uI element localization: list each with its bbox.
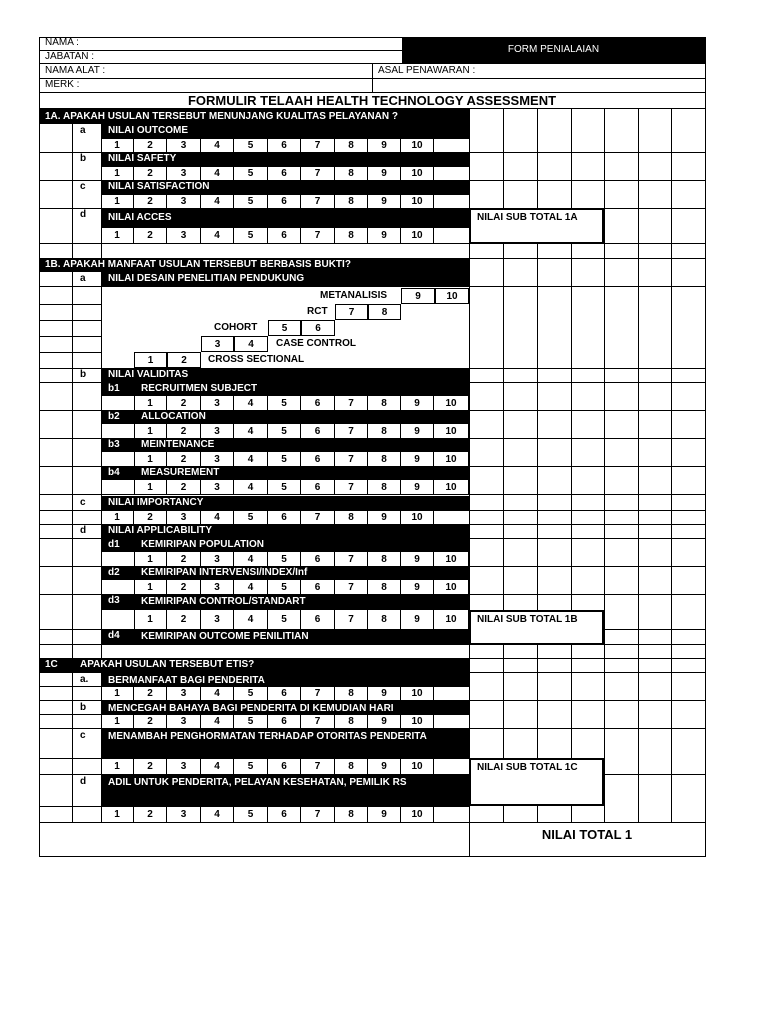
validitas-2-score-2[interactable]: 2 [167, 424, 201, 438]
case-control-score-3[interactable]: 3 [201, 336, 234, 352]
validitas-2-score-4[interactable]: 4 [234, 424, 268, 438]
item-1a-2-score-8[interactable]: 8 [335, 166, 368, 180]
applicability-3-score-1[interactable]: 1 [134, 610, 167, 629]
validitas-item-label: ALLOCATION [141, 411, 206, 422]
section-1c-code: 1C [45, 659, 58, 670]
item-1a-letter: b [80, 153, 87, 164]
item-1a-4-score-10[interactable]: 10 [401, 228, 434, 243]
item-1b-c-letter: c [80, 497, 86, 508]
row-rule [39, 336, 101, 337]
validitas-1-score-6[interactable]: 6 [301, 396, 335, 410]
grid-col-line [638, 258, 639, 658]
importancy-score-5[interactable]: 5 [234, 510, 268, 524]
col-rule [72, 208, 73, 243]
grid-col-line [604, 658, 605, 823]
cohort-score-6[interactable]: 6 [301, 320, 335, 336]
validitas-4-score-8[interactable]: 8 [368, 480, 401, 494]
col-rule [72, 728, 73, 774]
item-1a-1-score-3[interactable]: 3 [167, 138, 201, 152]
item-1a-4-score-5[interactable]: 5 [234, 228, 268, 243]
col-rule [72, 180, 73, 208]
asal-penawaran-label: ASAL PENAWARAN : [378, 65, 476, 76]
ethics-4-score-5[interactable]: 5 [234, 806, 268, 822]
item-1a-3-score-1[interactable]: 1 [101, 194, 134, 208]
metanalisis-score-9[interactable]: 9 [401, 288, 435, 304]
applicability-1-score-9[interactable]: 9 [401, 552, 434, 566]
item-1a-2-score-5[interactable]: 5 [234, 166, 268, 180]
validitas-4-score-5[interactable]: 5 [268, 480, 301, 494]
ethics-1-score-1[interactable]: 1 [101, 686, 134, 700]
applicability-3-score-3[interactable]: 3 [201, 610, 234, 629]
row-rule [101, 194, 469, 195]
ethics-letter: c [80, 730, 86, 741]
ethics-2-score-6[interactable]: 6 [268, 714, 301, 728]
applicability-item-label: KEMIRIPAN INTERVENSI/INDEX/Inf [141, 567, 308, 578]
applicability-1-score-4[interactable]: 4 [234, 552, 268, 566]
col-rule [72, 774, 73, 822]
item-1a-1-score-1[interactable]: 1 [101, 138, 134, 152]
ethics-3-score-9[interactable]: 9 [368, 758, 401, 774]
ethics-2-score-9[interactable]: 9 [368, 714, 401, 728]
item-1a-4-score-2[interactable]: 2 [134, 228, 167, 243]
col-rule [72, 524, 73, 658]
nama-alat-label: NAMA ALAT : [45, 65, 106, 76]
validitas-1-score-9[interactable]: 9 [401, 396, 434, 410]
validitas-4-score-1[interactable]: 1 [134, 480, 167, 494]
applicability-1-score-2[interactable]: 2 [167, 552, 201, 566]
applicability-1-score-3[interactable]: 3 [201, 552, 234, 566]
item-1a-2-score-9[interactable]: 9 [368, 166, 401, 180]
applicability-item-label: KEMIRIPAN POPULATION [141, 539, 264, 550]
ethics-4-score-2[interactable]: 2 [134, 806, 167, 822]
item-1a-letter: c [80, 181, 86, 192]
validitas-3-score-1[interactable]: 1 [134, 452, 167, 466]
item-1a-4-score-9[interactable]: 9 [368, 228, 401, 243]
subtotal-1b-label: NILAI SUB TOTAL 1B [477, 614, 578, 625]
ethics-1-score-7[interactable]: 7 [301, 686, 335, 700]
validitas-2-score-6[interactable]: 6 [301, 424, 335, 438]
ethics-2-score-2[interactable]: 2 [134, 714, 167, 728]
cohort-score-5[interactable]: 5 [268, 320, 301, 336]
d4-label: KEMIRIPAN OUTCOME PENILITIAN [141, 630, 309, 642]
rct-label: RCT [307, 306, 328, 317]
validitas-code: b4 [108, 467, 120, 478]
row-rule [39, 286, 705, 287]
row-rule [39, 494, 705, 495]
row-rule [101, 138, 469, 139]
validitas-3-score-8[interactable]: 8 [368, 452, 401, 466]
d4-code: d4 [108, 630, 120, 641]
ethics-1-score-9[interactable]: 9 [368, 686, 401, 700]
validitas-4-score-3[interactable]: 3 [201, 480, 234, 494]
ethics-label: MENCEGAH BAHAYA BAGI PENDERITA DI KEMUDIAN HARI [108, 703, 394, 714]
ethics-4-score-9[interactable]: 9 [368, 806, 401, 822]
applicability-2-score-3[interactable]: 3 [201, 580, 234, 594]
col-rule [72, 152, 73, 180]
item-1a-2-score-4[interactable]: 4 [201, 166, 234, 180]
item-1a-label: NILAI OUTCOME [108, 125, 188, 136]
rct-score-7[interactable]: 7 [335, 304, 368, 320]
col-rule [72, 243, 73, 258]
validitas-2-score-10[interactable]: 10 [434, 424, 469, 438]
item-1a-3-score-6[interactable]: 6 [268, 194, 301, 208]
validitas-3-score-7[interactable]: 7 [335, 452, 368, 466]
total-label: NILAI TOTAL 1 [541, 827, 633, 842]
ethics-3-score-2[interactable]: 2 [134, 758, 167, 774]
item-1b-d-letter: d [80, 525, 87, 536]
validitas-code: b3 [108, 439, 120, 450]
item-1a-4-score-3[interactable]: 3 [167, 228, 201, 243]
header-divider [372, 63, 373, 92]
row-rule [39, 510, 705, 511]
ethics-label: ADIL UNTUK PENDERITA, PELAYAN KESEHATAN, PEMILIK RS [108, 777, 407, 788]
ethics-2-score-10[interactable]: 10 [401, 714, 434, 728]
ethics-3-score-4[interactable]: 4 [201, 758, 234, 774]
applicability-3-score-10[interactable]: 10 [434, 610, 469, 629]
ethics-letter: d [80, 776, 87, 787]
row-rule [39, 352, 101, 353]
ethics-2-score-5[interactable]: 5 [234, 714, 268, 728]
validitas-1-score-5[interactable]: 5 [268, 396, 301, 410]
applicability-2-score-6[interactable]: 6 [301, 580, 335, 594]
validitas-3-score-10[interactable]: 10 [434, 452, 469, 466]
applicability-2-score-9[interactable]: 9 [401, 580, 434, 594]
validitas-3-score-4[interactable]: 4 [234, 452, 268, 466]
metanalisis-score-10[interactable]: 10 [435, 288, 469, 304]
row-rule [39, 304, 101, 305]
merk-label: MERK : [45, 79, 80, 90]
formulir-title: FORMULIR TELAAH HEALTH TECHNOLOGY ASSESSMENT [187, 93, 557, 108]
ethics-4-score-6[interactable]: 6 [268, 806, 301, 822]
item-1a-3-score-5[interactable]: 5 [234, 194, 268, 208]
ethics-2-score-4[interactable]: 4 [201, 714, 234, 728]
item-1a-label: NILAI SATISFACTION [108, 181, 210, 192]
applicability-code: d1 [108, 539, 120, 550]
item-1a-1-score-5[interactable]: 5 [234, 138, 268, 152]
validitas-4-score-7[interactable]: 7 [335, 480, 368, 494]
ethics-3-score-7[interactable]: 7 [301, 758, 335, 774]
importancy-score-10[interactable]: 10 [401, 510, 434, 524]
item-1a-letter: a [80, 125, 86, 136]
validitas-label: NILAI VALIDITAS [108, 369, 189, 380]
row-rule [39, 672, 705, 673]
ethics-3-score-5[interactable]: 5 [234, 758, 268, 774]
item-1a-3-score-9[interactable]: 9 [368, 194, 401, 208]
validitas-code: b2 [108, 411, 120, 422]
item-1a-label: NILAI ACCES [108, 212, 172, 223]
section-1b-heading: 1B. APAKAH MANFAAT USULAN TERSEBUT BERBASIS BUKTI? [45, 259, 351, 270]
item-1a-3-score-3[interactable]: 3 [167, 194, 201, 208]
applicability-2-score-8[interactable]: 8 [368, 580, 401, 594]
validitas-code: b1 [108, 383, 120, 394]
ethics-2-score-8[interactable]: 8 [335, 714, 368, 728]
applicability-3-score-2[interactable]: 2 [167, 610, 201, 629]
item-1a-3-score-8[interactable]: 8 [335, 194, 368, 208]
jabatan-label: JABATAN : [45, 51, 95, 62]
ethics-1-score-4[interactable]: 4 [201, 686, 234, 700]
cross-sectional-label: CROSS SECTIONAL [208, 354, 305, 365]
validitas-3-score-5[interactable]: 5 [268, 452, 301, 466]
applicability-1-score-7[interactable]: 7 [335, 552, 368, 566]
validitas-1-score-2[interactable]: 2 [167, 396, 201, 410]
applicability-3-score-4[interactable]: 4 [234, 610, 268, 629]
subtotal-1a-label: NILAI SUB TOTAL 1A [477, 212, 578, 223]
row-rule [39, 686, 469, 687]
item-1a-2-score-3[interactable]: 3 [167, 166, 201, 180]
item-1a-2-score-1[interactable]: 1 [101, 166, 134, 180]
item-1a-2-score-7[interactable]: 7 [301, 166, 335, 180]
item-1a-3-score-10[interactable]: 10 [401, 194, 434, 208]
item-1a-1-score-4[interactable]: 4 [201, 138, 234, 152]
item-1a-2-score-2[interactable]: 2 [134, 166, 167, 180]
importancy-label: NILAI IMPORTANCY [108, 497, 204, 508]
row-rule [39, 758, 469, 759]
validitas-4-score-4[interactable]: 4 [234, 480, 268, 494]
item-1a-4-score-7[interactable]: 7 [301, 228, 335, 243]
grid-col-line [503, 258, 504, 658]
item-1a-1-score-9[interactable]: 9 [368, 138, 401, 152]
importancy-score-9[interactable]: 9 [368, 510, 401, 524]
rct-score-8[interactable]: 8 [368, 304, 401, 320]
ethics-1-score-8[interactable]: 8 [335, 686, 368, 700]
item-1a-1-score-6[interactable]: 6 [268, 138, 301, 152]
ethics-4-score-1[interactable]: 1 [101, 806, 134, 822]
item-1b-a-letter: a [80, 273, 86, 284]
applicability-3-score-9[interactable]: 9 [401, 610, 434, 629]
col-rule [72, 124, 73, 152]
validitas-1-score-1[interactable]: 1 [134, 396, 167, 410]
item-1b-b-letter: b [80, 369, 87, 380]
importancy-score-3[interactable]: 3 [167, 510, 201, 524]
grid-col-line [671, 658, 672, 823]
applicability-label: NILAI APPLICABILITY [108, 525, 213, 536]
validitas-2-score-1[interactable]: 1 [134, 424, 167, 438]
validitas-2-score-3[interactable]: 3 [201, 424, 234, 438]
cohort-label: COHORT [214, 322, 258, 333]
ethics-1-score-5[interactable]: 5 [234, 686, 268, 700]
ethics-3-score-3[interactable]: 3 [167, 758, 201, 774]
validitas-2-score-7[interactable]: 7 [335, 424, 368, 438]
row-rule [39, 243, 705, 244]
ethics-4-score-10[interactable]: 10 [401, 806, 434, 822]
validitas-item-label: MEASUREMENT [141, 467, 220, 478]
ethics-label: BERMANFAAT BAGI PENDERITA [108, 675, 265, 686]
ethics-3-score-6[interactable]: 6 [268, 758, 301, 774]
applicability-3-score-8[interactable]: 8 [368, 610, 401, 629]
row-rule [101, 166, 469, 167]
applicability-2-score-1[interactable]: 1 [134, 580, 167, 594]
grid-col-line [638, 109, 639, 258]
validitas-item-label: MEINTENANCE [141, 439, 215, 450]
applicability-2-score-10[interactable]: 10 [434, 580, 469, 594]
validitas-2-score-8[interactable]: 8 [368, 424, 401, 438]
validitas-1-score-10[interactable]: 10 [434, 396, 469, 410]
ethics-3-score-8[interactable]: 8 [335, 758, 368, 774]
item-1a-1-score-8[interactable]: 8 [335, 138, 368, 152]
col-rule [469, 286, 470, 368]
applicability-code: d2 [108, 567, 120, 578]
ethics-2-score-1[interactable]: 1 [101, 714, 134, 728]
item-1a-1-score-10[interactable]: 10 [401, 138, 434, 152]
item-1a-1-score-7[interactable]: 7 [301, 138, 335, 152]
applicability-3-score-6[interactable]: 6 [301, 610, 335, 629]
validitas-3-score-9[interactable]: 9 [401, 452, 434, 466]
applicability-2-score-5[interactable]: 5 [268, 580, 301, 594]
col-rule [72, 368, 73, 496]
ethics-3-score-10[interactable]: 10 [401, 758, 434, 774]
ethics-4-score-3[interactable]: 3 [167, 806, 201, 822]
validitas-4-score-10[interactable]: 10 [434, 480, 469, 494]
importancy-score-6[interactable]: 6 [268, 510, 301, 524]
section-1a-heading: 1A. APAKAH USULAN TERSEBUT MENUNJANG KUALITAS PELAYANAN ? [45, 110, 398, 122]
validitas-4-score-6[interactable]: 6 [301, 480, 335, 494]
ethics-letter: b [80, 702, 87, 713]
ethics-1-score-2[interactable]: 2 [134, 686, 167, 700]
validitas-3-score-2[interactable]: 2 [167, 452, 201, 466]
applicability-3-score-5[interactable]: 5 [268, 610, 301, 629]
importancy-score-2[interactable]: 2 [134, 510, 167, 524]
ethics-4-score-8[interactable]: 8 [335, 806, 368, 822]
validitas-2-score-9[interactable]: 9 [401, 424, 434, 438]
subtotal-1c-label: NILAI SUB TOTAL 1C [477, 762, 578, 773]
applicability-1-score-5[interactable]: 5 [268, 552, 301, 566]
metanalisis-label: METANALISIS [320, 290, 388, 301]
section-1c-heading: APAKAH USULAN TERSEBUT ETIS? [80, 659, 255, 670]
applicability-2-score-2[interactable]: 2 [167, 580, 201, 594]
item-1a-3-score-7[interactable]: 7 [301, 194, 335, 208]
design-label: NILAI DESAIN PENELITIAN PENDUKUNG [108, 273, 305, 284]
item-1a-2-score-10[interactable]: 10 [401, 166, 434, 180]
row-rule [39, 806, 469, 807]
validitas-1-score-7[interactable]: 7 [335, 396, 368, 410]
grid-col-line [571, 258, 572, 658]
item-1a-label: NILAI SAFETY [108, 153, 177, 164]
validitas-1-score-8[interactable]: 8 [368, 396, 401, 410]
row-rule [39, 822, 705, 823]
importancy-score-8[interactable]: 8 [335, 510, 368, 524]
importancy-score-4[interactable]: 4 [201, 510, 234, 524]
applicability-1-score-8[interactable]: 8 [368, 552, 401, 566]
item-1a-letter: d [80, 209, 87, 220]
grid-col-line [537, 258, 538, 658]
item-1a-4-score-6[interactable]: 6 [268, 228, 301, 243]
applicability-item-label: KEMIRIPAN CONTROL/STANDART [141, 596, 306, 607]
ethics-label: MENAMBAH PENGHORMATAN TERHADAP OTORITAS PENDERITA [108, 731, 427, 742]
cross-sectional-score-1[interactable]: 1 [134, 352, 167, 368]
ethics-4-score-7[interactable]: 7 [301, 806, 335, 822]
item-1a-1-score-2[interactable]: 2 [134, 138, 167, 152]
ethics-1-score-10[interactable]: 10 [401, 686, 434, 700]
applicability-1-score-6[interactable]: 6 [301, 552, 335, 566]
validitas-4-score-2[interactable]: 2 [167, 480, 201, 494]
item-1a-3-score-4[interactable]: 4 [201, 194, 234, 208]
ethics-2-score-7[interactable]: 7 [301, 714, 335, 728]
col-rule [101, 243, 102, 258]
case-control-label: CASE CONTROL [276, 338, 356, 349]
row-rule [39, 320, 101, 321]
ethics-4-score-4[interactable]: 4 [201, 806, 234, 822]
validitas-4-score-9[interactable]: 9 [401, 480, 434, 494]
applicability-2-score-4[interactable]: 4 [234, 580, 268, 594]
item-1a-4-score-4[interactable]: 4 [201, 228, 234, 243]
item-1a-2-score-6[interactable]: 6 [268, 166, 301, 180]
row-rule [39, 714, 469, 715]
validitas-3-score-3[interactable]: 3 [201, 452, 234, 466]
importancy-score-1[interactable]: 1 [101, 510, 134, 524]
grid-col-line [671, 109, 672, 258]
grid-col-line [604, 258, 605, 658]
grid-col-line [638, 658, 639, 823]
applicability-1-score-10[interactable]: 10 [434, 552, 469, 566]
ethics-3-score-1[interactable]: 1 [101, 758, 134, 774]
importancy-score-7[interactable]: 7 [301, 510, 335, 524]
applicability-3-score-7[interactable]: 7 [335, 610, 368, 629]
case-control-score-4[interactable]: 4 [234, 336, 268, 352]
item-1a-4-score-8[interactable]: 8 [335, 228, 368, 243]
validitas-item-label: RECRUITMEN SUBJECT [141, 383, 258, 394]
cross-sectional-score-2[interactable]: 2 [167, 352, 201, 368]
ethics-2-score-3[interactable]: 3 [167, 714, 201, 728]
validitas-1-score-3[interactable]: 3 [201, 396, 234, 410]
validitas-3-score-6[interactable]: 6 [301, 452, 335, 466]
ethics-letter: a. [80, 674, 89, 685]
ethics-1-score-6[interactable]: 6 [268, 686, 301, 700]
applicability-1-score-1[interactable]: 1 [134, 552, 167, 566]
validitas-1-score-4[interactable]: 4 [234, 396, 268, 410]
row-rule [39, 644, 705, 645]
nama-label: NAMA : [45, 37, 79, 48]
ethics-1-score-3[interactable]: 3 [167, 686, 201, 700]
item-1a-4-score-1[interactable]: 1 [101, 228, 134, 243]
validitas-2-score-5[interactable]: 5 [268, 424, 301, 438]
item-1a-3-score-2[interactable]: 2 [134, 194, 167, 208]
grid-col-line [604, 109, 605, 258]
form-title: FORM PENIALAIAN [507, 44, 600, 55]
grid-col-line [671, 258, 672, 658]
applicability-code: d3 [108, 595, 120, 606]
applicability-2-score-7[interactable]: 7 [335, 580, 368, 594]
